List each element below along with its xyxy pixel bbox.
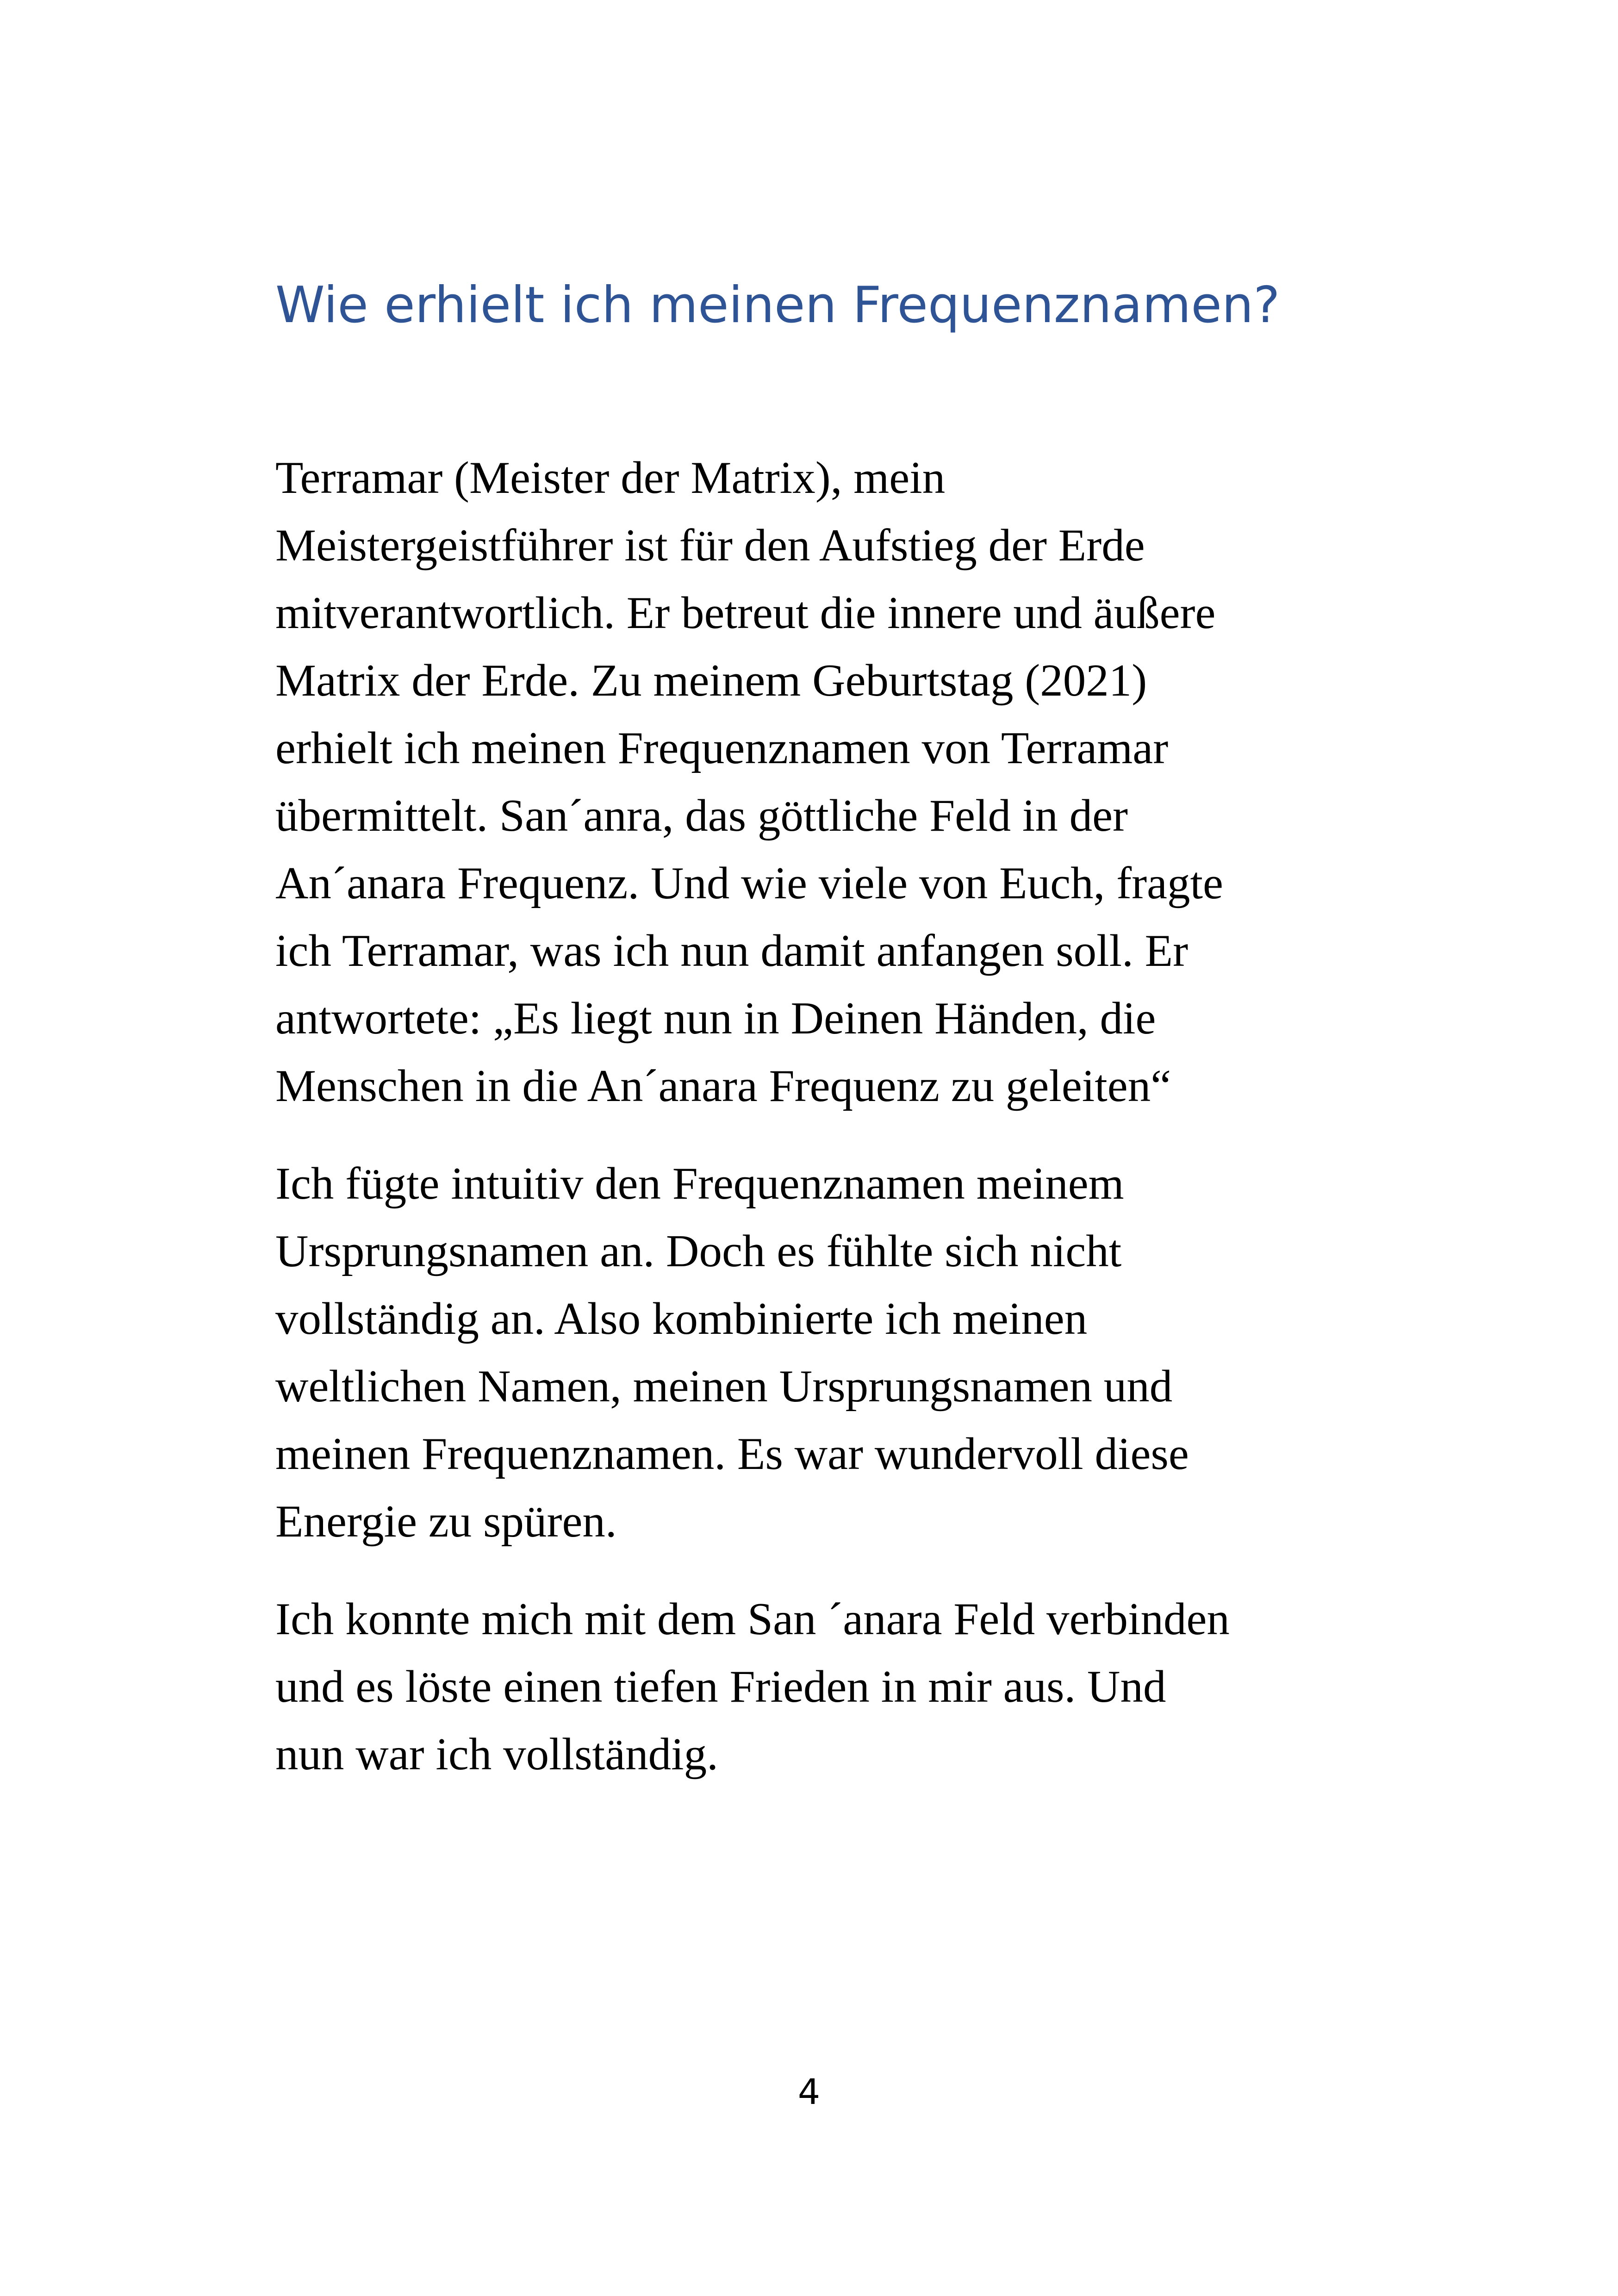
text-line: mitverantwortlich. Er betreut die innere und äußere [275,588,1216,638]
text-line: Terramar (Meister der Matrix), mein [275,453,946,503]
text-line: meinen Frequenznamen. Es war wundervoll diese [275,1429,1189,1479]
text-line: Ich konnte mich mit dem San ´anara Feld verbinden [275,1594,1230,1644]
text-line: ich Terramar, was ich nun damit anfangen soll. Er [275,926,1189,976]
text-line: übermittelt. San´anra, das göttliche Feld in der [275,790,1128,841]
paragraph-1 [275,444,1395,1120]
text-line: nun war ich vollständig. [275,1729,718,1780]
text-line: erhielt ich meinen Frequenznamen von Terramar [275,723,1169,773]
text-line: Menschen in die An´anara Frequenz zu geleiten“ [275,1061,1171,1111]
text-line: Matrix der Erde. Zu meinem Geburtstag (2021) [275,655,1147,706]
paragraph-3 [275,1586,1395,1788]
text-line: antwortete: „Es liegt nun in Deinen Händen, die [275,993,1156,1044]
body-text [275,444,1395,1788]
text-line: Energie zu spüren. [275,1496,617,1547]
page-number: 4 [797,2071,821,2112]
text-line: und es löste einen tiefen Frieden in mir aus. Und [275,1661,1166,1712]
text-line: An´anara Frequenz. Und wie viele von Euch, fragte [275,858,1223,908]
text-line: weltlichen Namen, meinen Ursprungsnamen und [275,1361,1173,1412]
page-heading: Wie erhielt ich meinen Frequenznamen? [275,276,1280,334]
text-line: Meistergeistführer ist für den Aufstieg der Erde [275,520,1145,571]
paragraph-2 [275,1150,1395,1556]
text-line: vollständig an. Also kombinierte ich meinen [275,1294,1088,1344]
text-line: Ich fügte intuitiv den Frequenznamen meinem [275,1158,1124,1209]
text-line: Ursprungsnamen an. Doch es fühlte sich nicht [275,1226,1122,1276]
